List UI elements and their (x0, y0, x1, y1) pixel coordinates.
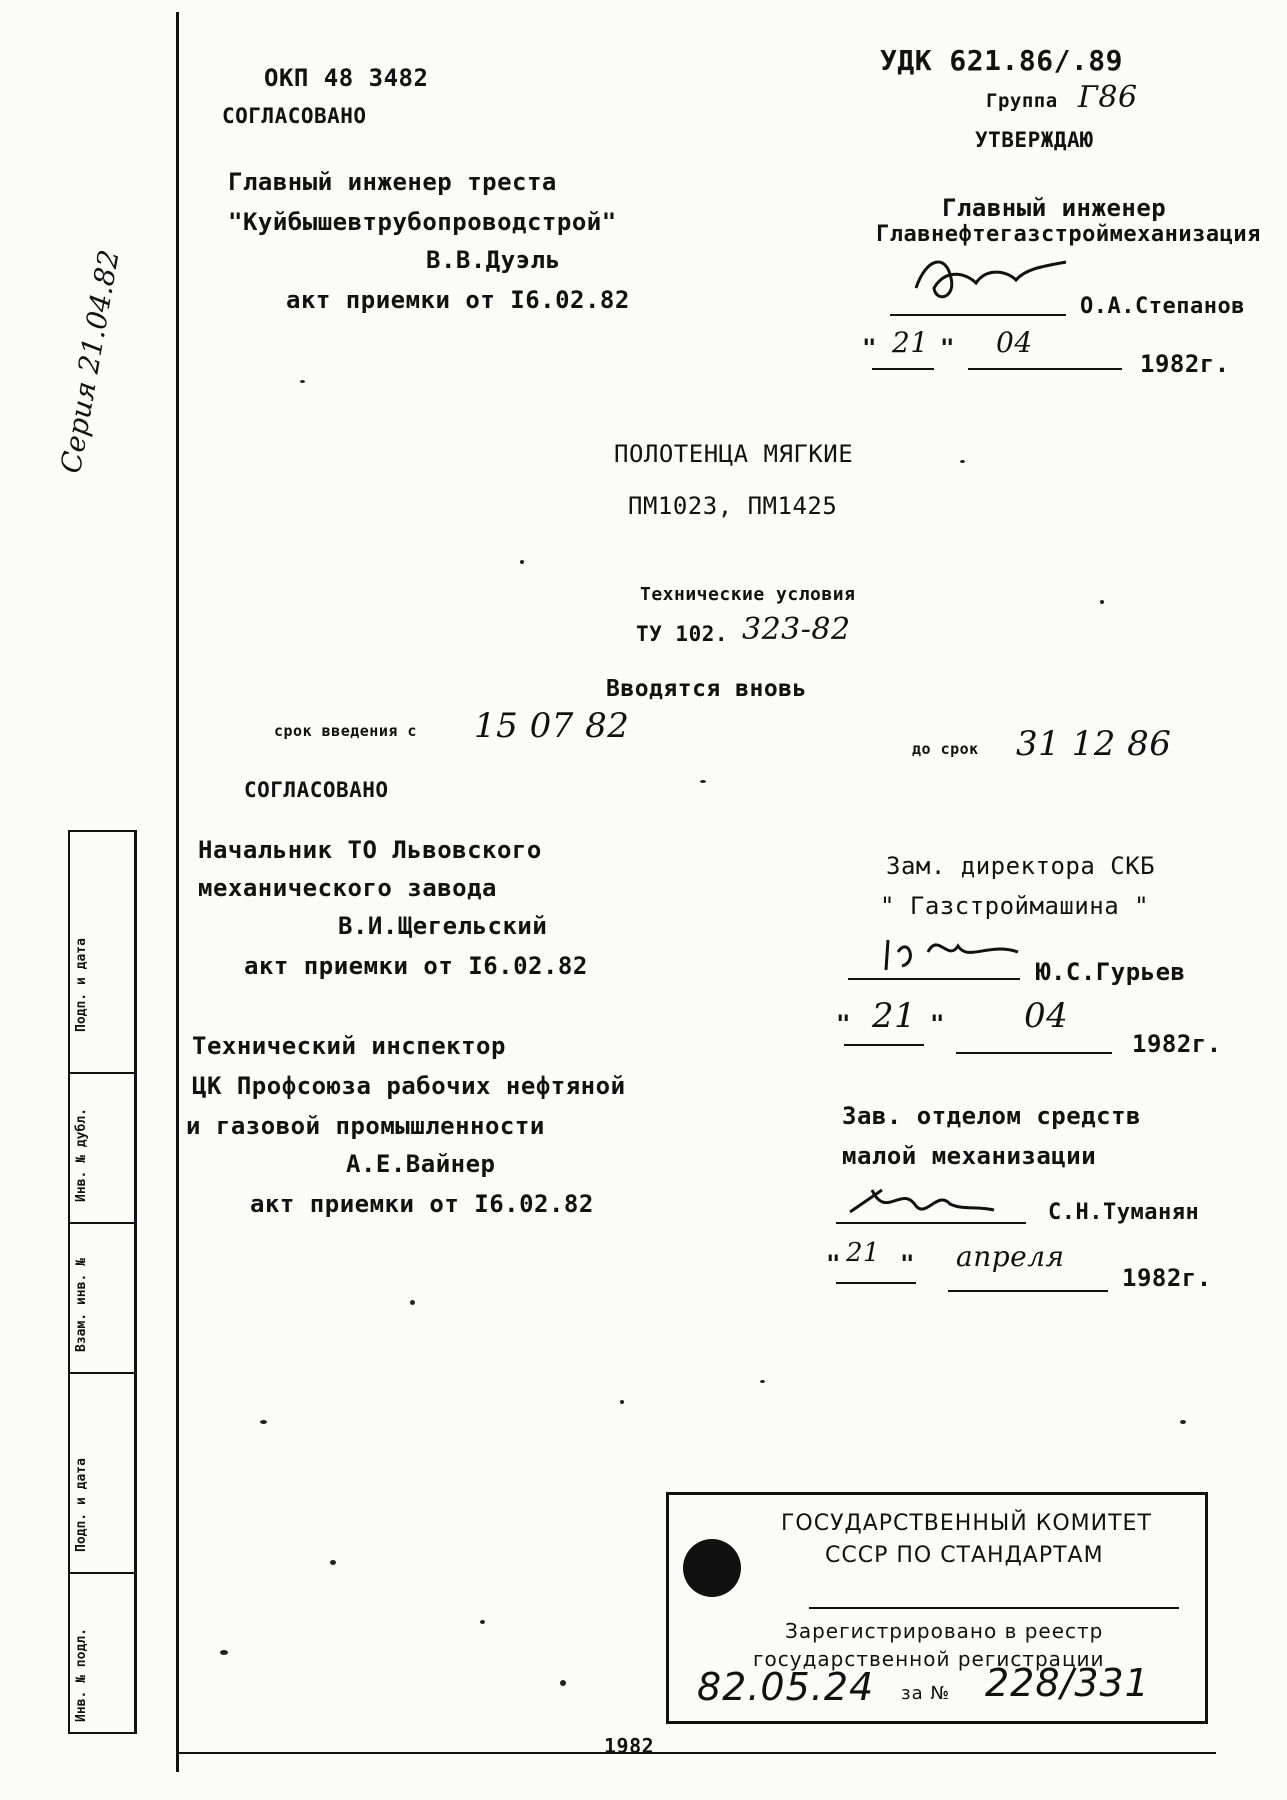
binding-margin-line (176, 12, 179, 1772)
right3-quote-open: " (826, 1250, 841, 1278)
scan-speck (520, 560, 524, 564)
introduced-note: Вводятся вновь (606, 676, 807, 702)
left2-name: В.И.Щегельский (338, 912, 548, 940)
scan-speck (960, 460, 965, 463)
right1-date-year: 1982г. (1140, 350, 1230, 378)
right3-line1: Зав. отделом средств (842, 1102, 1141, 1130)
end-date-value: 31 12 86 (1016, 724, 1172, 764)
margin-label: Взам. инв. № (74, 1258, 89, 1352)
scan-speck (1100, 600, 1104, 604)
document-title: ПОЛОТЕНЦА МЯГКИЕ (614, 440, 854, 468)
signature-guryev (868, 922, 1028, 980)
scan-speck (620, 1400, 624, 1404)
scan-speck (330, 1560, 336, 1565)
stamp-line1: ГОСУДАРСТВЕННЫЙ КОМИТЕТ (781, 1511, 1152, 1536)
end-date-label: до срок (912, 740, 979, 758)
margin-handwritten-note: Серия 21.04.82 (54, 247, 126, 476)
date-line (948, 1290, 1108, 1292)
scan-speck (700, 780, 706, 783)
right3-line2: малой механизации (842, 1142, 1097, 1170)
right1-date-month: 04 (996, 326, 1033, 359)
right2-line1: Зам. директора СКБ (886, 852, 1156, 880)
start-date-label: срок введения с (274, 722, 417, 740)
bottom-frame-line (176, 1752, 1216, 1754)
right1-quote-open: " (862, 334, 877, 362)
document-models: ПМ1023, ПМ1425 (628, 492, 838, 520)
scan-speck (1180, 1420, 1186, 1424)
okp-code: ОКП 48 3482 (264, 64, 429, 92)
right2-quote-open: " (836, 1010, 851, 1038)
date-line (836, 1282, 916, 1284)
signature-tumanyan (842, 1170, 1002, 1228)
document-subtitle: Технические условия (640, 584, 856, 605)
scan-speck (260, 1420, 267, 1424)
signature-line (848, 978, 1020, 980)
stamp-line3: Зарегистрировано в реестр (785, 1619, 1104, 1643)
right2-date-year: 1982г. (1132, 1030, 1222, 1058)
signature-line (890, 314, 1066, 316)
left1-name: В.В.Дуэль (426, 246, 561, 274)
right3-name: С.Н.Туманян (1048, 1200, 1200, 1225)
margin-label: Подп. и дата (74, 938, 89, 1032)
right2-date-day: 21 (872, 996, 917, 1036)
right2-name: Ю.С.Гурьев (1036, 958, 1186, 986)
right1-date-day: 21 (892, 326, 929, 359)
group-value: Г86 (1078, 80, 1138, 115)
right1-name: О.А.Степанов (1080, 294, 1245, 319)
margin-registration-block (68, 830, 137, 1734)
agreed-heading-top: СОГЛАСОВАНО (222, 104, 367, 128)
left1-act: акт приемки от I6.02.82 (286, 286, 630, 314)
stamp-line2: СССР ПО СТАНДАРТАМ (825, 1543, 1104, 1568)
tu-prefix: ТУ 102. (636, 622, 729, 646)
start-date-value: 15 07 82 (474, 706, 630, 746)
margin-label: Инв. № подл. (74, 1628, 89, 1722)
tu-number: 323-82 (742, 612, 851, 647)
scan-speck (760, 1380, 765, 1383)
left1-line2: "Куйбышевтрубопроводстрой" (228, 208, 617, 236)
date-line (844, 1044, 924, 1046)
scan-speck (480, 1620, 485, 1624)
right3-date-day: 21 (846, 1238, 881, 1268)
right1-quote-close: " (940, 334, 955, 362)
signature-line (836, 1222, 1026, 1224)
scan-speck (560, 1680, 566, 1686)
footer-year: 1982 (604, 1734, 655, 1758)
left3-act: акт приемки от I6.02.82 (250, 1190, 594, 1218)
scan-speck (300, 380, 305, 383)
agreed-heading-middle: СОГЛАСОВАНО (244, 778, 389, 802)
right2-quote-close: " (930, 1010, 945, 1038)
signature-stepanov (906, 248, 1076, 310)
margin-label: Инв. № дубл. (74, 1108, 89, 1202)
scan-speck (410, 1300, 415, 1305)
right1-line1: Главный инженер (942, 194, 1167, 222)
right2-date-month: 04 (1024, 996, 1069, 1036)
group-label: Группа (986, 90, 1058, 112)
left3-line3: и газовой промышленности (186, 1112, 545, 1140)
stamp-reg-date: 82.05.24 (697, 1665, 875, 1709)
left1-line1: Главный инженер треста (228, 168, 557, 196)
date-line (956, 1052, 1112, 1054)
right3-date-month: апреля (956, 1240, 1065, 1273)
left3-line2: ЦК Профсоюза рабочих нефтяной (192, 1072, 626, 1100)
date-line (872, 368, 934, 370)
stamp-divider (809, 1607, 1179, 1609)
registration-stamp (666, 1492, 1208, 1724)
udk-code: УДК 621.86/.89 (880, 44, 1124, 77)
left3-line1: Технический инспектор (192, 1032, 506, 1060)
date-line (968, 368, 1122, 370)
margin-label: Подп. и дата (74, 1458, 89, 1552)
left2-act: акт приемки от I6.02.82 (244, 952, 588, 980)
stamp-reg-number: 228/331 (985, 1661, 1150, 1705)
right2-line2: " Газстроймашина " (880, 892, 1150, 920)
left2-line1: Начальник ТО Львовского (198, 836, 542, 864)
left3-name: А.Е.Вайнер (346, 1150, 496, 1178)
approved-heading: УТВЕРЖДАЮ (975, 128, 1094, 152)
scan-speck (220, 1650, 228, 1655)
stamp-reg-mid: за № (901, 1683, 951, 1704)
seal-icon (683, 1539, 741, 1597)
right3-date-year: 1982г. (1122, 1264, 1212, 1292)
right1-line2: Главнефтегазстроймеханизация (876, 222, 1261, 247)
right3-quote-close: " (900, 1250, 915, 1278)
left2-line2: механического завода (198, 874, 497, 902)
stamp-line4: государственной регистрации (753, 1647, 1105, 1671)
